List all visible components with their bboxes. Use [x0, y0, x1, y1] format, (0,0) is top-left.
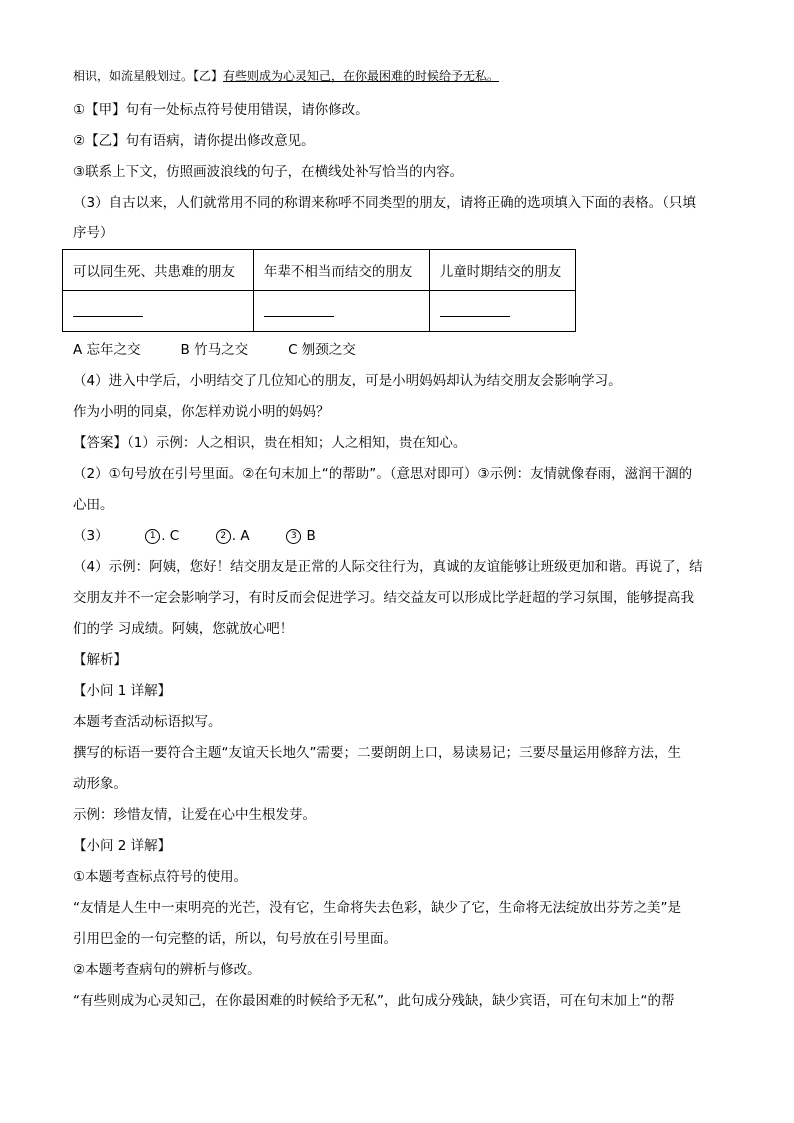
question-part3-cont: 序号）	[73, 225, 114, 241]
answer-blank-cell	[63, 291, 254, 332]
options-line	[73, 340, 396, 360]
answer-blank-cell	[429, 291, 575, 332]
analysis-text: “友情是人生中一束明亮的光芒，没有它，生命将失去色彩，缺少了它，生命将无法绽放出芬芳之美”是	[73, 900, 681, 916]
answer-3-label: （3）	[73, 528, 109, 544]
table-answer-row	[63, 291, 576, 332]
circled-number-icon: 2	[216, 529, 231, 544]
circled-number-icon: 1	[145, 529, 160, 544]
question-part4: （4）进入中学后，小明结交了几位知心的朋友，可是小明妈妈却认为结交朋友会影响学习。	[73, 373, 622, 389]
question-1: ①【甲】句有一处标点符号使用错误，请你修改。	[73, 102, 369, 118]
answer-4: （4）示例：阿姨，您好！结交朋友是正常的人际交往行为，真诚的友谊能够让班级更加和谐。再说了，结	[73, 559, 703, 575]
answer-3-item: . C	[161, 528, 180, 544]
option-a: A 忘年之交	[73, 342, 141, 358]
table-header-row	[63, 250, 576, 291]
intro-prefix: 相识，如流星般划过。	[73, 69, 194, 83]
table-header-cell: 儿童时期结交的朋友	[429, 250, 575, 291]
analysis-text: “有些则成为心灵知己，在你最困难的时候给予无私”，此句成分残缺，缺少宾语，可在句末加上“的帮	[73, 993, 675, 1009]
question-part3: （3）自古以来，人们就常用不同的称谓来称呼不同类型的朋友，请将正确的选项填入下面的表格。（只填	[73, 195, 696, 211]
analysis-title: 【解析】	[73, 652, 127, 668]
answer-blank[interactable]	[73, 302, 143, 317]
friend-type-table	[62, 249, 576, 332]
analysis-text: 引用巴金的一句完整的话，所以，句号放在引号里面。	[73, 931, 397, 947]
option-c: C 刎颈之交	[288, 342, 356, 358]
question-2: ②【乙】句有语病，请你提出修改意见。	[73, 133, 315, 149]
analysis-text: 本题考查活动标语拟写。	[73, 714, 222, 730]
analysis-section-1-title: 【小问 1 详解】	[73, 683, 172, 699]
analysis-text: 示例：珍惜友情，让爱在心中生根发芽。	[73, 807, 316, 823]
question-3: ③联系上下文，仿照画波浪线的句子，在横线处补写恰当的内容。	[73, 164, 464, 180]
answer-4-cont: 交朋友并不一定会影响学习，有时反而会促进学习。结交益友可以形成比学赶超的学习氛围，能够提高我	[73, 590, 694, 606]
answer-blank-cell	[253, 291, 429, 332]
answer-3-item: B	[302, 528, 316, 544]
table-header-cell: 年辈不相当而结交的朋友	[253, 250, 429, 291]
analysis-text: ①本题考查标点符号的使用。	[73, 869, 248, 885]
answer-2: （2）①句号放在引号里面。②在句末加上“的帮助”。（意思对即可）③示例：友情就像春雨，滋润干涸的	[73, 466, 693, 482]
answer-3	[73, 526, 316, 546]
table-header-cell: 可以同生死、共患难的朋友	[63, 250, 254, 291]
circled-number-icon: 3	[286, 529, 301, 544]
analysis-section-2-title: 【小问 2 详解】	[73, 838, 172, 854]
label-yi: 【乙】	[193, 69, 224, 83]
analysis-text: ②本题考查病句的辨析与修改。	[73, 962, 261, 978]
analysis-text: 撰写的标语一要符合主题“友谊天长地久”需要；二要朗朗上口，易读易记；三要尽量运用修辞方法，生	[73, 745, 681, 761]
answer-1: 【答案】（1）示例：人之相识，贵在相知；人之相知，贵在知心。	[73, 435, 467, 451]
answer-2-cont: 心田。	[73, 497, 114, 513]
intro-line	[73, 66, 499, 86]
answer-blank[interactable]	[440, 302, 510, 317]
answer-3-item: . A	[231, 528, 250, 544]
intro-underlined-sentence: 有些则成为心灵知己，在你最困难的时候给予无私。	[223, 69, 500, 83]
answer-4-cont: 们的学 习成绩。阿姨，您就放心吧！	[73, 621, 294, 637]
option-b: B 竹马之交	[180, 342, 249, 358]
question-part4-cont: 作为小明的同桌，你怎样劝说小明的妈妈？	[73, 404, 330, 420]
answer-blank[interactable]	[264, 302, 334, 317]
analysis-text: 动形象。	[73, 776, 127, 792]
